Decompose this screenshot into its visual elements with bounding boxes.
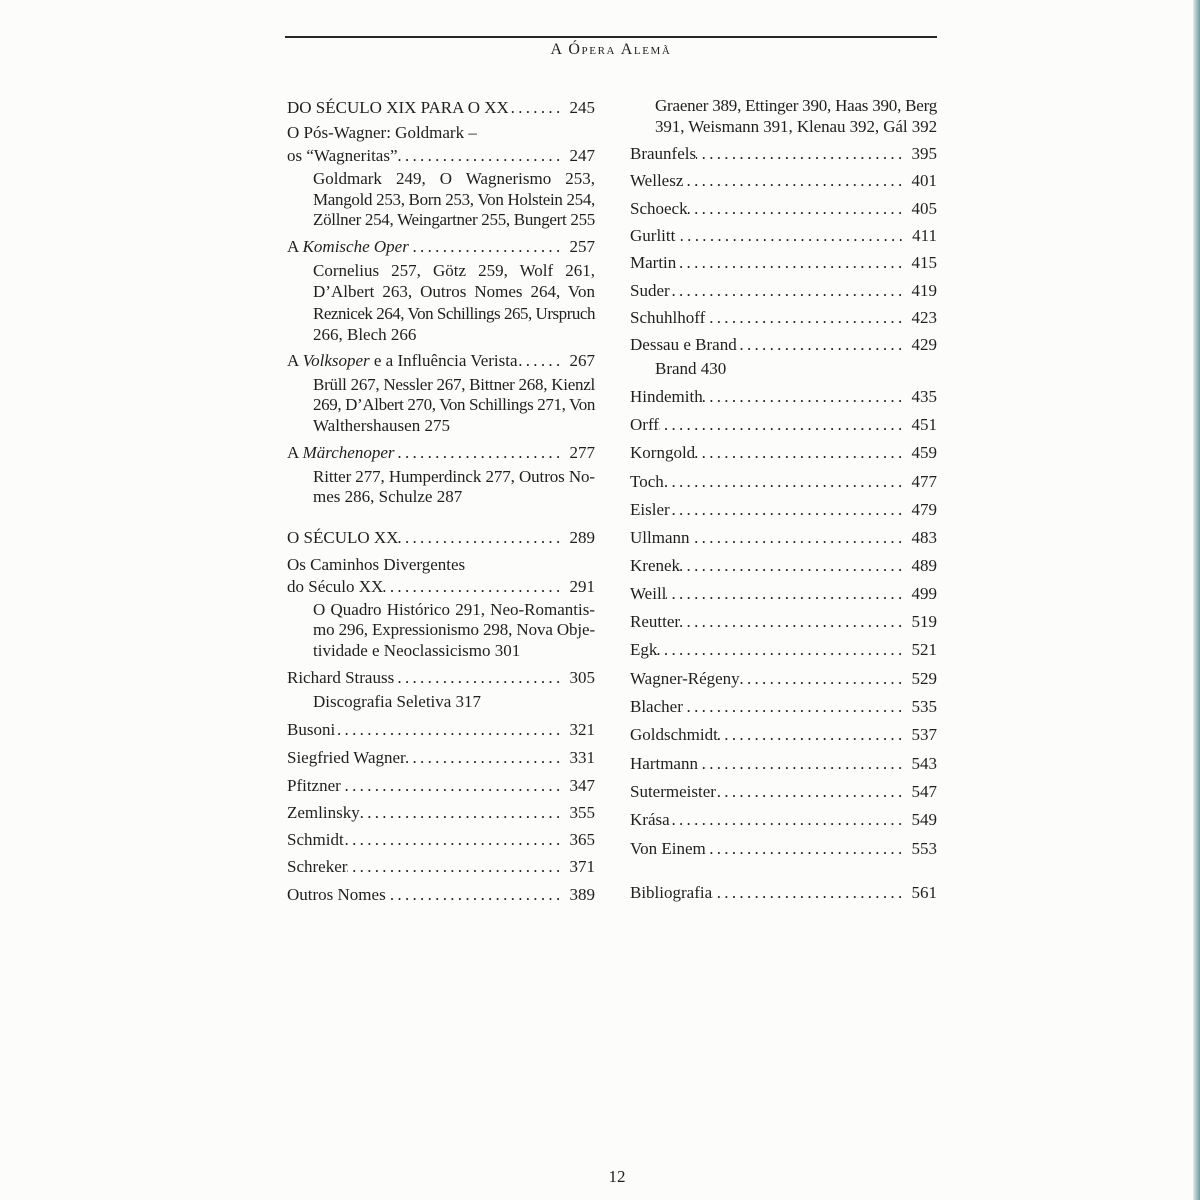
toc-entry [630, 143, 937, 165]
toc-entry-label: Siegfried Wagner [287, 748, 406, 767]
dot-leader [690, 527, 912, 549]
dot-leader [703, 386, 912, 408]
subentry-line: 269, D’Albert 270, Von Schillings 271, Von [313, 395, 595, 414]
toc-subentries [313, 691, 595, 713]
toc-entry-page: 535 [911, 697, 937, 716]
toc-entry-page: 401 [911, 171, 937, 190]
toc-entry [630, 527, 937, 549]
dot-leader [712, 882, 911, 904]
toc-entry [630, 611, 937, 633]
dot-leader [659, 414, 912, 436]
dot-leader [695, 442, 911, 464]
toc-entry [630, 414, 937, 436]
toc-entry-label: Toch [630, 472, 664, 491]
toc-entry-page: 483 [911, 528, 937, 547]
toc-entry [287, 884, 595, 906]
toc-entry [630, 724, 937, 746]
subentry-line: O Quadro Histórico 291, Neo-Romantis- [313, 599, 595, 619]
toc-entry-page: 549 [911, 810, 937, 829]
subentry-line: 391, Weismann 391, Klenau 392, Gál 392 [655, 116, 937, 136]
toc-entry [630, 639, 937, 661]
toc-entry-page: 247 [569, 146, 595, 165]
toc-entry-page: 537 [911, 725, 937, 744]
dot-leader [509, 97, 570, 119]
dot-leader [347, 856, 569, 878]
toc-entry-label: Wagner-Régeny [630, 669, 740, 688]
toc-subentries [313, 467, 595, 508]
toc-entry-label: Krenek [630, 556, 681, 575]
subentry-line: Reznicek 264, Von Schillings 265, Urspruch [313, 303, 595, 323]
subentry-line: tividade e Neoclassicismo 301 [313, 640, 521, 660]
toc-entry [287, 236, 595, 258]
dot-leader [676, 252, 911, 274]
dot-leader [386, 884, 570, 906]
label-italic: Komische Oper [302, 237, 409, 256]
toc-entry-page: 479 [911, 500, 937, 519]
toc-entry-label: O SÉCULO XX [287, 528, 399, 547]
toc-entry-page: 321 [569, 720, 595, 739]
toc-entry-label: Eisler [630, 500, 670, 519]
dot-leader [706, 838, 912, 860]
toc-entry-page: 521 [911, 640, 937, 659]
subentry-line: Brüll 267, Nessler 267, Bittner 268, Kienzl [313, 374, 595, 394]
toc-entry [287, 829, 595, 851]
subentry-line: Zöllner 254, Weingartner 255, Bungert 255 [313, 210, 595, 229]
header-rule [285, 36, 937, 38]
toc-entry-page: 415 [911, 253, 937, 272]
dot-leader [657, 639, 911, 661]
toc-entry-page: 451 [911, 415, 937, 434]
toc-entry-label: Richard Strauss [287, 668, 395, 687]
dot-leader [688, 198, 912, 220]
toc-entry-page: 389 [569, 885, 595, 904]
toc-entry [630, 386, 937, 408]
dot-leader [360, 802, 570, 824]
toc-entry-label: do Século XX [287, 577, 384, 596]
dot-leader [696, 143, 911, 165]
toc-entry-label: Schmidt [287, 830, 344, 849]
toc-entry-page: 529 [911, 669, 937, 688]
toc-entry-label: Bibliografia [630, 883, 713, 902]
toc-entry-page: 245 [569, 98, 595, 117]
toc-entry-page: 547 [911, 782, 937, 801]
dot-leader [666, 583, 911, 605]
toc-entry [287, 576, 595, 598]
dot-leader [683, 696, 912, 718]
toc-entry [287, 802, 595, 824]
toc-entry-label: Busoni [287, 720, 336, 739]
toc-entry-page: 543 [911, 754, 937, 773]
dot-leader [670, 280, 912, 302]
toc-entry [630, 442, 937, 464]
toc-entry [630, 583, 937, 605]
toc-entry [287, 856, 595, 878]
toc-entry-label: Hindemith [630, 387, 703, 406]
dot-leader [680, 555, 911, 577]
toc-entry [630, 280, 937, 302]
dot-leader [409, 236, 570, 258]
toc-entry-label: os “Wagneritas” [287, 146, 398, 165]
subentry-line: Cornelius 257, Götz 259, Wolf 261, [313, 261, 595, 280]
toc-entry [287, 775, 595, 797]
toc-entry-label: Braunfels [630, 144, 697, 163]
label-italic: Volksoper [302, 351, 370, 370]
toc-entry-label-first-line: Os Caminhos Divergentes [287, 555, 466, 574]
dot-leader [737, 334, 912, 356]
subentry-line: Walthershausen 275 [313, 415, 450, 435]
toc-entry-label: Dessau e Brand [630, 335, 737, 354]
page-edge [1193, 0, 1200, 1200]
toc-entry-label: Krása [630, 810, 670, 829]
toc-entry [630, 471, 937, 493]
dot-leader [335, 719, 569, 741]
toc-entry [287, 667, 595, 689]
dot-leader [341, 775, 570, 797]
label-suffix: e a Influência Verista [369, 351, 518, 370]
toc-entry [630, 781, 937, 803]
toc-entry-page: 423 [911, 308, 937, 327]
running-title: A Ópera Alemã [550, 41, 672, 58]
toc-entry-page: 365 [569, 830, 595, 849]
toc-entry [287, 97, 595, 119]
toc-entry-label: Schoeck [630, 199, 688, 218]
toc-entry [287, 145, 595, 167]
subentry-line: mes 286, Schulze 287 [313, 487, 463, 506]
toc-entry-page: 411 [912, 226, 937, 245]
toc-subentries [655, 358, 937, 380]
subentry-line: Mangold 253, Born 253, Von Holstein 254, [313, 189, 595, 209]
toc-entry-label: Orff [630, 415, 659, 434]
toc-entry-page: 289 [569, 528, 595, 547]
toc-entry-label: Outros Nomes [287, 885, 386, 904]
toc-entry-label: Wellesz [630, 171, 684, 190]
toc-entry-label: Schuhlhoff [630, 308, 706, 327]
label-prefix: A [287, 237, 303, 256]
dot-leader [683, 170, 911, 192]
toc-entry-page: 561 [911, 883, 937, 902]
toc-entry-label-first-line: O Pós-Wagner: Goldmark – [287, 123, 477, 142]
dot-leader [395, 442, 570, 464]
toc-entry-label: Schreker [287, 857, 348, 876]
toc-entry-page: 459 [911, 443, 937, 462]
toc-entry [287, 350, 595, 372]
toc-entry-bibliography [630, 882, 937, 904]
toc-entry-page: 553 [911, 839, 937, 858]
toc-entry [287, 527, 595, 549]
label-prefix: A [287, 351, 303, 370]
toc-entry-page: 405 [911, 199, 937, 218]
toc-entry-label: Korngold [630, 443, 696, 462]
toc-subentries [313, 260, 595, 345]
toc-entry-label: Martin [630, 253, 677, 272]
toc-entry-label [287, 236, 409, 258]
toc-subentries [313, 169, 595, 231]
toc-entry [630, 753, 937, 775]
toc-entry-label: Blacher [630, 697, 683, 716]
toc-entry-page: 331 [569, 748, 595, 767]
dot-leader [675, 225, 912, 247]
toc-entry-page: 435 [911, 387, 937, 406]
subentry-line: 266, Blech 266 [313, 324, 417, 344]
subentry-line: Graener 389, Ettinger 390, Haas 390, Berg [655, 95, 937, 115]
toc-entry [630, 809, 937, 831]
toc-entry-page: 291 [569, 577, 595, 596]
toc-entry-label: Suder [630, 281, 670, 300]
dot-leader [518, 350, 570, 372]
subentry-line: D’Albert 263, Outros Nomes 264, Von [313, 282, 595, 302]
subentry-line: Ritter 277, Humperdinck 277, Outros No- [313, 466, 595, 486]
toc-entry-page: 355 [569, 803, 595, 822]
toc-entry-label: Sutermeister [630, 782, 716, 801]
toc-subentries [313, 600, 595, 662]
toc-subentries [313, 375, 595, 437]
toc-entry-page: 395 [911, 144, 937, 163]
toc-entry-label [287, 442, 395, 464]
toc-entry [287, 747, 595, 769]
toc-entry-page: 277 [569, 443, 595, 462]
toc-entry-page: 371 [569, 857, 595, 876]
toc-entry [287, 442, 595, 464]
dot-leader [716, 781, 912, 803]
toc-entry-page: 267 [569, 351, 595, 370]
toc-entry-label: Goldschmidt [630, 725, 718, 744]
toc-entry-label: DO SÉCULO XIX PARA O XX [287, 98, 509, 117]
toc-entry [630, 252, 937, 274]
toc-entry-page: 305 [569, 668, 595, 687]
toc-entry [630, 499, 937, 521]
toc-entry [287, 719, 595, 741]
toc-entry [630, 170, 937, 192]
dot-leader [670, 499, 912, 521]
toc-entry-label: Hartmann [630, 754, 698, 773]
toc-entry-page: 257 [569, 237, 595, 256]
toc-subentries-continued [655, 95, 937, 137]
label-prefix: A [287, 443, 303, 462]
subentry-line: Brand 430 [655, 359, 727, 378]
label-italic: Märchenoper [302, 443, 395, 462]
page-number: 12 [608, 1167, 626, 1186]
toc-entry-label: Ullmann [630, 528, 690, 547]
dot-leader [718, 724, 912, 746]
toc-entry-page: 347 [569, 776, 595, 795]
toc-entry [630, 668, 937, 690]
dot-leader [383, 576, 569, 598]
dot-leader [698, 753, 912, 775]
dot-leader [740, 668, 912, 690]
dot-leader [394, 667, 569, 689]
toc-entry-page: 477 [911, 472, 937, 491]
subentry-line: Discografia Seletiva 317 [313, 692, 482, 711]
dot-leader [344, 829, 570, 851]
toc-entry-label [287, 350, 518, 372]
dot-leader [398, 527, 569, 549]
toc-entry [630, 334, 937, 356]
toc-entry-label: Gurlitt [630, 226, 676, 245]
dot-leader [664, 471, 912, 493]
dot-leader [670, 809, 912, 831]
toc-entry-page: 419 [911, 281, 937, 300]
subentry-line: Goldmark 249, O Wagnerismo 253, [313, 169, 595, 188]
dot-leader [680, 611, 911, 633]
toc-entry-label: Weill [630, 584, 667, 603]
dot-leader [705, 307, 911, 329]
toc-entry-label: Zemlinsky [287, 803, 360, 822]
toc-entry-page: 489 [911, 556, 937, 575]
toc-entry-page: 519 [911, 612, 937, 631]
dot-leader [398, 145, 570, 167]
toc-entry [630, 307, 937, 329]
toc-entry [630, 838, 937, 860]
toc-entry-label: Reutter [630, 612, 681, 631]
toc-entry [630, 198, 937, 220]
subentry-line: mo 296, Expressionismo 298, Nova Obje- [313, 620, 596, 639]
dot-leader [406, 747, 570, 769]
toc-entry [630, 225, 937, 247]
toc-entry [630, 555, 937, 577]
toc-entry-page: 499 [911, 584, 937, 603]
toc-entry-label: Pfitzner [287, 776, 341, 795]
toc-entry-page: 429 [911, 335, 937, 354]
toc-entry-label: Egk [630, 640, 658, 659]
toc-entry [630, 696, 937, 718]
toc-entry-label: Von Einem [630, 839, 706, 858]
